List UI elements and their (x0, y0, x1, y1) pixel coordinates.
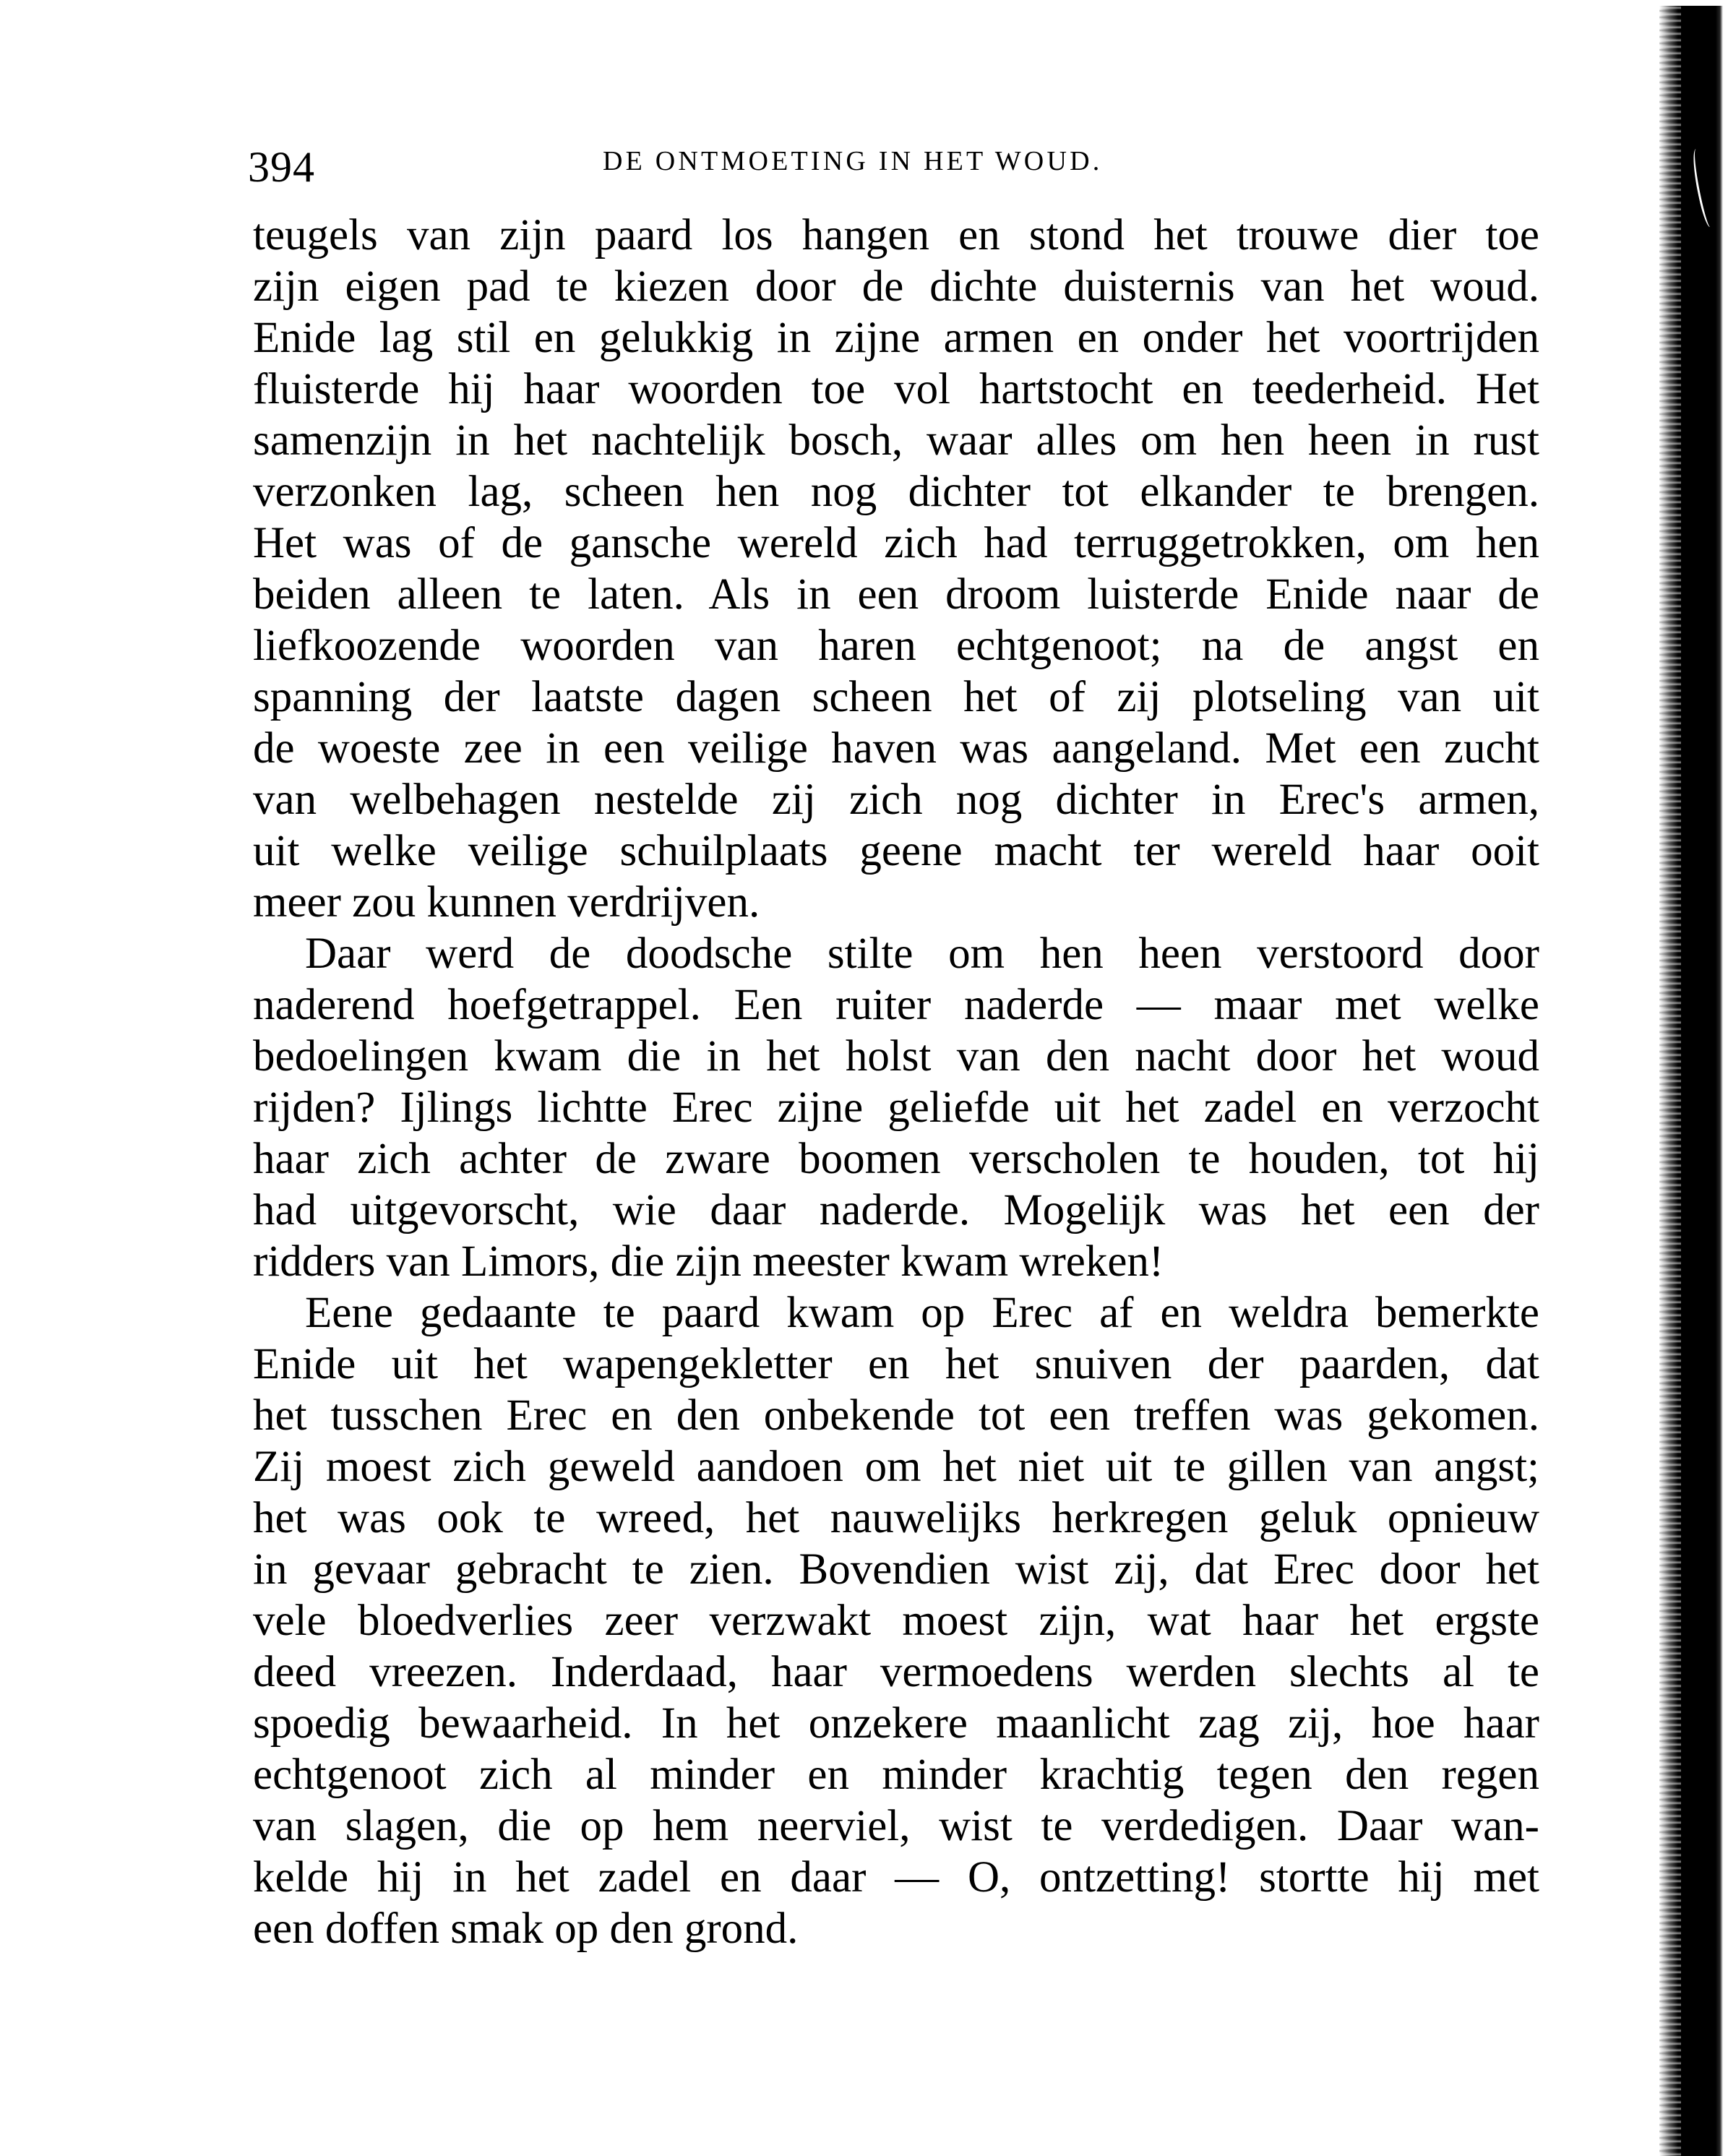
running-head: DE ONTMOETING IN HET WOUD. (603, 146, 1103, 176)
paragraph-3 (253, 1287, 1539, 1954)
text-line: kelde hij in het zadel en daar — O, ontzetting! stortte hij met (253, 1853, 1539, 1902)
text-line: rijden? Ijlings lichtte Erec zijne geliefde uit het zadel en verzocht (253, 1083, 1539, 1132)
text-line: Zij moest zich geweld aandoen om het niet uit te gillen van angst; (253, 1443, 1539, 1491)
body-text (253, 210, 1539, 1954)
text-line: Het was of de gansche wereld zich had terruggetrokken, om hen (253, 519, 1539, 567)
text-line: naderend hoefgetrappel. Een ruiter naderde — maar met welke (253, 981, 1539, 1029)
text-line: meer zou kunnen verdrijven. (253, 878, 760, 927)
text-line: Daar werd de doodsche stilte om hen heen verstoord door (305, 929, 1539, 978)
text-line: van slagen, die op hem neerviel, wist te verdedigen. Daar wan- (253, 1802, 1539, 1850)
text-line: verzonken lag, scheen hen nog dichter tot elkander te brengen. (253, 468, 1539, 516)
text-line: zijn eigen pad te kiezen door de dichte duisternis van het woud. (253, 262, 1539, 311)
text-line: Enide lag stil en gelukkig in zijne armen en onder het voortrijden (253, 314, 1539, 362)
text-line: de woeste zee in een veilige haven was aangeland. Met een zucht (253, 724, 1539, 773)
text-line: liefkoozende woorden van haren echtgenoot; na de angst en (253, 622, 1539, 670)
text-line: ridders van Limors, die zijn meester kwam wreken! (253, 1237, 1164, 1286)
text-line: beiden alleen te laten. Als in een droom luisterde Enide naar de (253, 570, 1539, 619)
book-binding-shadow (1659, 6, 1723, 2156)
text-line: uit welke veilige schuilplaats geene macht ter wereld haar ooit (253, 827, 1539, 875)
text-line: bedoelingen kwam die in het holst van den nacht door het woud (253, 1032, 1539, 1081)
text-line: deed vreezen. Inderdaad, haar vermoedens werden slechts al te (253, 1648, 1539, 1696)
text-line: spoedig bewaarheid. In het onzekere maanlicht zag zij, hoe haar (253, 1699, 1539, 1748)
page-number: 394 (248, 143, 315, 191)
text-line: samenzijn in het nachtelijk bosch, waar alles om hen heen in rust (253, 416, 1539, 465)
text-line: teugels van zijn paard los hangen en stond het trouwe dier toe (253, 211, 1539, 259)
text-line: Enide uit het wapengekletter en het snuiven der paarden, dat (253, 1340, 1539, 1388)
text-line: van welbehagen nestelde zij zich nog dichter in Erec's armen, (253, 776, 1539, 824)
text-line: spanning der laatste dagen scheen het of zij plotseling van uit (253, 673, 1539, 721)
paragraph-1 (253, 210, 1539, 928)
text-line: haar zich achter de zware boomen verscholen te houden, tot hij (253, 1135, 1539, 1183)
text-line: vele bloedverlies zeer verzwakt moest zijn, wat haar het ergste (253, 1597, 1539, 1645)
text-line: echtgenoot zich al minder en minder krachtig tegen den regen (253, 1751, 1539, 1799)
text-line: in gevaar gebracht te zien. Bovendien wist zij, dat Erec door het (253, 1545, 1539, 1594)
text-line: had uitgevorscht, wie daar naderde. Mogelijk was het een der (253, 1186, 1539, 1234)
text-line: het tusschen Erec en den onbekende tot een treffen was gekomen. (253, 1391, 1539, 1440)
text-line: fluisterde hij haar woorden toe vol hartstocht en teederheid. Het (253, 365, 1539, 413)
text-line: een doffen smak op den grond. (253, 1904, 799, 1953)
text-line: Eene gedaante te paard kwam op Erec af en weldra bemerkte (305, 1289, 1539, 1337)
text-line: het was ook te wreed, het nauwelijks herkregen geluk opnieuw (253, 1494, 1539, 1542)
paragraph-2 (253, 928, 1539, 1287)
